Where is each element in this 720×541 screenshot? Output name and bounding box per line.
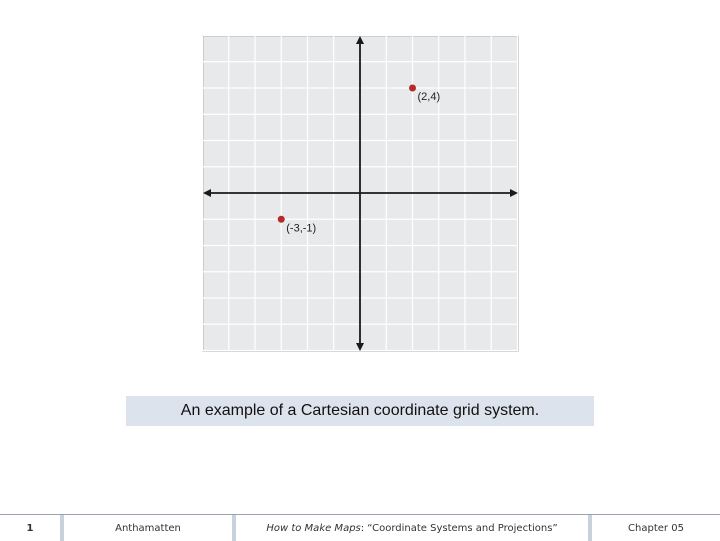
cartesian-grid-figure [195,28,525,358]
page-number: 1 [0,515,64,541]
footer-book-title: How to Make Maps [266,522,361,534]
slide-footer [0,514,720,541]
footer-author: Anthamatten [64,515,236,541]
footer-chapter-title: : “Coordinate Systems and Projections” [360,522,558,534]
point-neg3-neg1 [278,216,285,223]
point-2-4 [409,85,416,92]
figure-caption: An example of a Cartesian coordinate grid system. [126,396,594,426]
footer-title [236,515,592,541]
point-label-2-4: (2,4) [417,91,441,103]
footer-chapter: Chapter 05 [592,515,720,541]
point-label-neg3-neg1: (-3,-1) [286,222,317,235]
